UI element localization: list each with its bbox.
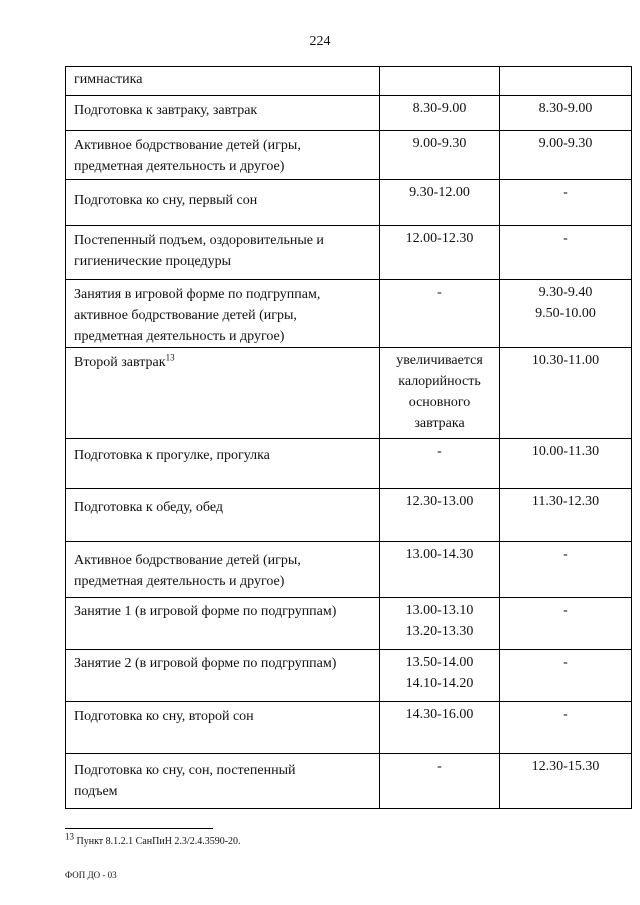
time-cell-group-b <box>500 180 632 226</box>
time-cell-group-a <box>380 489 500 542</box>
activity-text: Активное бодрствование детей (игры, <box>74 553 301 568</box>
footnote-divider <box>65 828 213 829</box>
table-row <box>66 702 632 754</box>
time-cell-group-b <box>500 131 632 180</box>
dash: - <box>563 707 568 722</box>
time-cell-group-b <box>500 280 632 348</box>
activity-text: Занятие 1 (в игровой форме по подгруппам) <box>74 604 337 619</box>
activity-text: гимнастика <box>74 72 143 87</box>
time-value: 13.00-14.30 <box>405 547 474 562</box>
table-row <box>66 542 632 598</box>
time-cell-group-b <box>500 650 632 702</box>
activity-text: Занятия в игровой форме по подгруппам, <box>74 287 321 302</box>
time-value: 8.30-9.00 <box>412 101 467 116</box>
time-cell-group-b <box>500 489 632 542</box>
activity-text: подъем <box>74 784 118 799</box>
activity-text: гигиенические процедуры <box>74 254 232 269</box>
time-value: 9.50-10.00 <box>535 306 596 321</box>
activity-cell <box>66 226 380 280</box>
time-value: 13.50-14.00 <box>405 655 474 670</box>
time-cell-group-a <box>380 439 500 489</box>
activity-text: Активное бодрствование детей (игры, <box>74 138 301 153</box>
time-value: 9.30-9.40 <box>538 285 593 300</box>
activity-cell <box>66 439 380 489</box>
time-cell-group-b <box>500 702 632 754</box>
time-cell-group-a <box>380 96 500 131</box>
activity-cell <box>66 96 380 131</box>
activity-text: Занятие 2 (в игровой форме по подгруппам) <box>74 656 337 671</box>
time-cell-group-a <box>380 67 500 96</box>
time-cell-group-a <box>380 348 500 439</box>
time-cell-group-b <box>500 598 632 650</box>
activity-cell <box>66 754 380 809</box>
time-cell-group-a <box>380 542 500 598</box>
time-value: 13.20-13.30 <box>405 624 474 639</box>
table-row <box>66 67 632 96</box>
time-value: 12.30-13.00 <box>405 494 474 509</box>
activity-text: предметная деятельность и другое) <box>74 574 285 589</box>
activity-text: активное бодрствование детей (игры, <box>74 308 297 323</box>
activity-text: Подготовка к обеду, обед <box>74 500 223 515</box>
activity-text: Постепенный подъем, оздоровительные и <box>74 233 324 248</box>
page-number: 224 <box>309 34 331 49</box>
activity-cell <box>66 348 380 439</box>
table-row <box>66 280 632 348</box>
activity-text: предметная деятельность и другое) <box>74 159 285 174</box>
table-row <box>66 439 632 489</box>
time-cell-group-a <box>380 226 500 280</box>
activity-cell <box>66 131 380 180</box>
time-value: 9.00-9.30 <box>538 136 593 151</box>
dash: - <box>563 655 568 670</box>
note-text: увеличивается <box>396 353 483 368</box>
time-value: 8.30-9.00 <box>538 101 593 116</box>
activity-text: Подготовка к завтраку, завтрак <box>74 103 258 118</box>
time-value: 14.30-16.00 <box>405 707 474 722</box>
dash: - <box>437 285 442 300</box>
time-cell-group-a <box>380 702 500 754</box>
time-value: 9.30-12.00 <box>409 185 470 200</box>
time-cell-group-a <box>380 754 500 809</box>
table-row <box>66 489 632 542</box>
note-text: основного <box>408 395 471 410</box>
time-cell-group-b <box>500 226 632 280</box>
activity-cell <box>66 489 380 542</box>
document-code: ФОП ДО - 03 <box>65 870 117 880</box>
dash: - <box>563 185 568 200</box>
time-cell-group-a <box>380 180 500 226</box>
table-row <box>66 96 632 131</box>
dash: - <box>563 603 568 618</box>
time-cell-group-b <box>500 754 632 809</box>
time-cell-group-b <box>500 348 632 439</box>
activity-text: Подготовка ко сну, сон, постепенный <box>74 763 296 778</box>
table-row <box>66 131 632 180</box>
table-row <box>66 754 632 809</box>
activity-cell <box>66 542 380 598</box>
activity-text: Подготовка ко сну, второй сон <box>74 709 254 724</box>
activity-cell <box>66 180 380 226</box>
time-value: 14.10-14.20 <box>405 676 474 691</box>
footnote-ref: 13 <box>165 352 175 363</box>
time-cell-group-a <box>380 598 500 650</box>
activity-cell <box>66 702 380 754</box>
activity-text: Подготовка ко сну, первый сон <box>74 193 258 208</box>
dash: - <box>437 759 442 774</box>
table-row <box>66 598 632 650</box>
time-cell-group-b <box>500 67 632 96</box>
footnote-mark: 13 <box>65 831 74 842</box>
time-cell-group-b <box>500 439 632 489</box>
time-value: 11.30-12.30 <box>531 494 600 509</box>
note-text: калорийность <box>398 374 481 389</box>
time-cell-group-b <box>500 542 632 598</box>
time-cell-group-a <box>380 131 500 180</box>
time-cell-group-a <box>380 280 500 348</box>
time-value: 9.00-9.30 <box>412 136 467 151</box>
time-cell-group-a <box>380 650 500 702</box>
footnote-text: Пункт 8.1.2.1 СанПиН 2.3/2.4.3590-20. <box>76 836 241 847</box>
activity-cell <box>66 650 380 702</box>
activity-text: Подготовка к прогулке, прогулка <box>74 448 270 463</box>
note-text: завтрака <box>414 416 465 431</box>
time-value: 10.00-11.30 <box>531 444 600 459</box>
time-value: 12.30-15.30 <box>531 759 600 774</box>
table-row <box>66 348 632 439</box>
table-row <box>66 650 632 702</box>
dash: - <box>437 444 442 459</box>
dash: - <box>563 231 568 246</box>
table-row <box>66 226 632 280</box>
time-value: 10.30-11.00 <box>531 353 600 368</box>
table-row <box>66 180 632 226</box>
activity-cell <box>66 67 380 96</box>
footnote <box>65 831 241 847</box>
time-value: 13.00-13.10 <box>405 603 474 618</box>
dash: - <box>563 547 568 562</box>
activity-cell <box>66 598 380 650</box>
activity-cell <box>66 280 380 348</box>
activity-text: предметная деятельность и другое) <box>74 329 285 344</box>
activity-text: Второй завтрак <box>74 355 166 370</box>
schedule-table <box>65 66 632 809</box>
time-cell-group-b <box>500 96 632 131</box>
time-value: 12.00-12.30 <box>405 231 474 246</box>
